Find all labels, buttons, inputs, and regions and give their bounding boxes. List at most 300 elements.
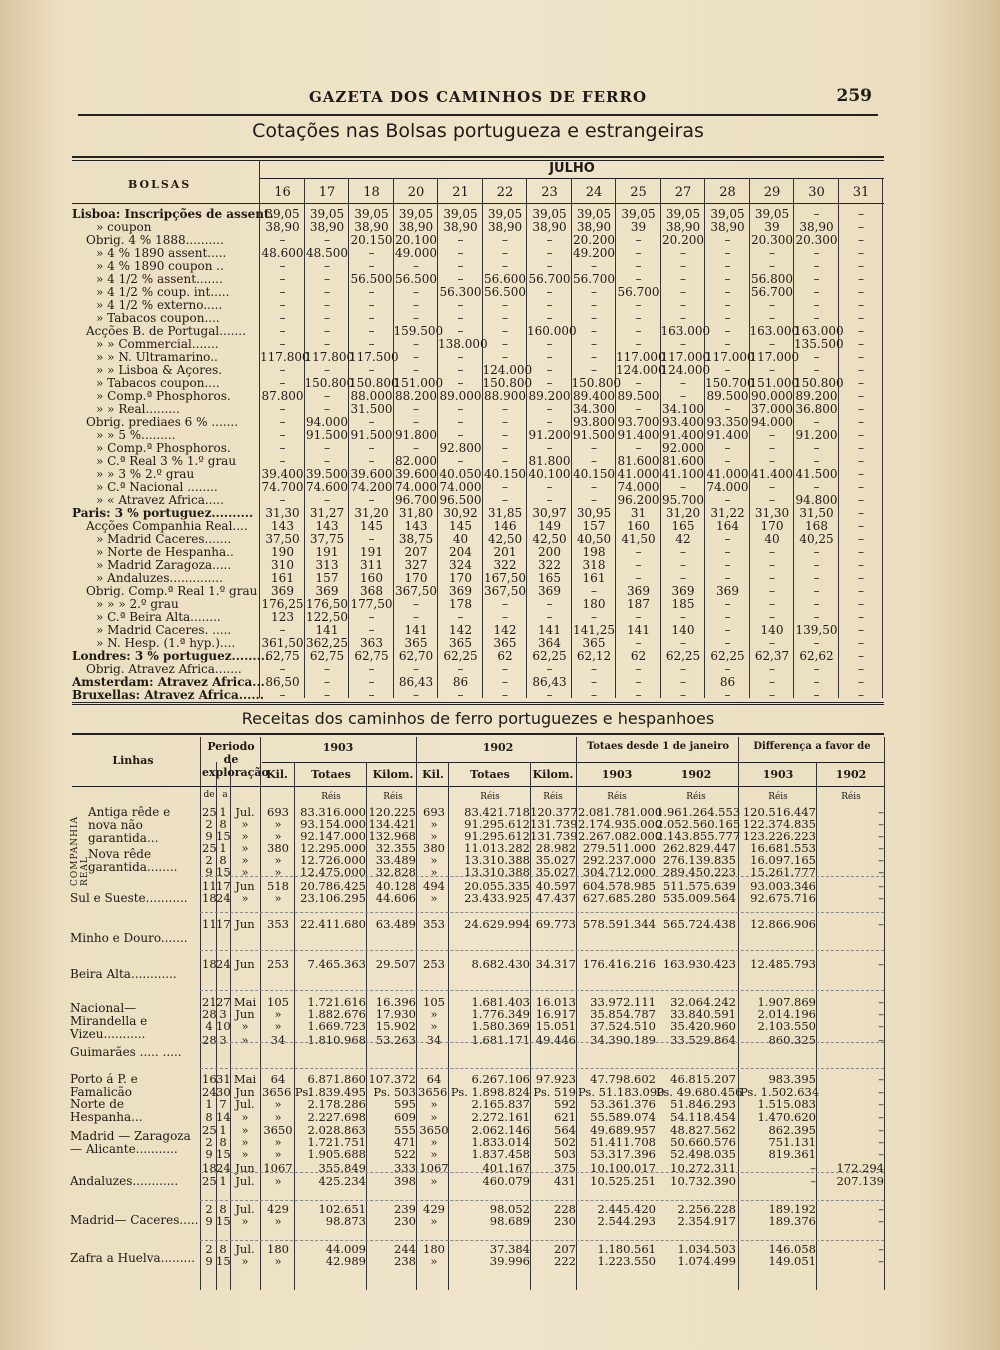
quote-value: – xyxy=(324,675,330,689)
quote-value: 160 xyxy=(627,519,650,533)
quote-value: – xyxy=(546,415,553,429)
quote-value: – xyxy=(502,402,508,416)
receipt-value: 3650 xyxy=(419,1123,449,1137)
railway-line-name: Porto á P. e Famalicão xyxy=(70,1072,138,1099)
quote-value: – xyxy=(279,402,286,416)
receipt-value: 9 xyxy=(205,1147,213,1161)
quote-value: – xyxy=(858,454,864,468)
quote-value: – xyxy=(769,688,775,702)
receipt-value: – xyxy=(878,1007,884,1021)
security-label: » Comp.ª Phosphoros. xyxy=(96,389,231,403)
quote-value: 40.150 xyxy=(573,467,615,481)
quote-value: – xyxy=(324,441,330,455)
quote-value: – xyxy=(858,441,864,455)
quote-value: 150.800 xyxy=(482,376,533,390)
quote-value: – xyxy=(457,428,464,442)
receipt-value: 14 xyxy=(216,1110,231,1124)
quote-value: – xyxy=(546,285,553,299)
quote-value: – xyxy=(769,259,775,273)
receipt-value: 12.485.793 xyxy=(750,957,816,971)
quote-value: – xyxy=(279,272,286,286)
quote-value: 49.000 xyxy=(395,246,437,260)
receipt-value: 24 xyxy=(216,957,231,971)
quote-value: – xyxy=(724,337,731,351)
quote-value: 39,05 xyxy=(621,207,656,221)
receipt-value: 122.374.835 xyxy=(742,817,816,831)
quote-value: – xyxy=(858,311,864,325)
railway-line-name: Sul e Sueste........... xyxy=(70,891,188,905)
quote-value: – xyxy=(858,415,864,429)
receipt-value: – xyxy=(878,1254,884,1268)
quote-value: – xyxy=(279,376,286,390)
quote-value: 150.700 xyxy=(705,376,755,390)
quote-value: 176,50 xyxy=(306,597,348,611)
quote-value: 41,50 xyxy=(621,532,656,546)
receipt-value: 44.009 xyxy=(325,1242,366,1256)
quote-value: – xyxy=(546,441,553,455)
quote-value: – xyxy=(457,454,464,468)
receipt-value: 34 xyxy=(270,1033,286,1047)
receipt-value: » xyxy=(430,1254,438,1268)
receipt-value: » xyxy=(430,865,438,879)
quote-value: – xyxy=(324,259,330,273)
quote-value: – xyxy=(546,688,553,702)
quote-value: 48.600 xyxy=(261,246,304,260)
quote-row xyxy=(72,208,884,221)
quote-value: 365 xyxy=(449,636,472,650)
receipt-value: 2 xyxy=(205,817,213,831)
receipt-value: 16 xyxy=(202,1072,217,1086)
receipt-value: 25 xyxy=(202,1123,217,1137)
quote-value: – xyxy=(591,363,597,377)
receipt-value: 262.829.447 xyxy=(662,841,736,855)
a-label: a xyxy=(222,790,228,800)
quote-value: 56.700 xyxy=(573,272,615,286)
quote-row xyxy=(72,416,884,429)
receipt-value: 7.465.363 xyxy=(307,957,366,971)
quote-value: – xyxy=(813,207,820,221)
receipt-value: 1.515.083 xyxy=(757,1097,816,1111)
receipt-value: 230 xyxy=(554,1214,576,1228)
quote-value: – xyxy=(680,259,686,273)
receipt-value: 494 xyxy=(423,879,445,893)
receipt-value: 276.139.835 xyxy=(662,853,736,867)
receipt-value: 24 xyxy=(202,1085,217,1099)
reis-label: Réis xyxy=(841,792,861,802)
receipt-value: 1 xyxy=(219,805,227,819)
quote-value: 311 xyxy=(360,558,383,572)
receipt-value: 64 xyxy=(426,1072,442,1086)
day-header: 24 xyxy=(585,185,603,200)
quote-value: – xyxy=(858,649,864,663)
receipt-value: 1.223.550 xyxy=(597,1254,656,1268)
receipt-value: 10.525.251 xyxy=(590,1174,656,1188)
receipt-value: 9 xyxy=(205,1254,213,1268)
receipt-value: 207.139 xyxy=(836,1174,884,1188)
receipt-value: 2.028.863 xyxy=(307,1123,366,1137)
quote-value: 40 xyxy=(764,532,780,546)
quote-value: – xyxy=(457,272,464,286)
receipt-value: » xyxy=(274,1019,282,1033)
quote-value: – xyxy=(858,272,864,286)
col-periodo: Periodo de exploração xyxy=(202,740,269,779)
quote-value: 62,12 xyxy=(576,649,612,663)
quote-value: – xyxy=(858,480,864,494)
quote-value: 40,25 xyxy=(799,532,834,546)
security-label: » » Real......... xyxy=(96,402,180,416)
quote-value: 200 xyxy=(538,545,561,559)
quote-value: – xyxy=(279,688,286,702)
receipt-value: 33.489 xyxy=(375,853,416,867)
quote-value: 30,97 xyxy=(532,506,567,520)
receipt-value: 32.828 xyxy=(375,865,416,879)
receipt-value: 28.982 xyxy=(535,841,576,855)
quote-value: 145 xyxy=(360,519,383,533)
quote-value: – xyxy=(279,363,286,377)
quote-value: – xyxy=(769,597,775,611)
receipt-value: » xyxy=(274,1254,282,1268)
quote-value: – xyxy=(279,298,286,312)
receipt-value: 355.849 xyxy=(318,1161,366,1175)
receipt-value: 92.675.716 xyxy=(750,891,816,905)
quote-value: – xyxy=(368,688,375,702)
receipt-value: – xyxy=(810,1174,816,1188)
quote-value: 42 xyxy=(675,532,691,546)
quote-value: – xyxy=(546,662,553,676)
quote-value: – xyxy=(368,285,375,299)
receipt-value: 37.384 xyxy=(489,1242,530,1256)
quote-value: – xyxy=(680,688,686,702)
quote-value: 142 xyxy=(449,623,472,637)
quote-value: 38,90 xyxy=(443,220,478,234)
receipt-value: 9 xyxy=(205,829,213,843)
page-header xyxy=(78,86,878,116)
quote-value: – xyxy=(324,233,330,247)
quote-value: 56.500 xyxy=(484,285,526,299)
quote-value: 204 xyxy=(449,545,472,559)
rule xyxy=(72,702,884,705)
receipt-value: » xyxy=(274,1135,282,1149)
receipt-value: » xyxy=(430,853,438,867)
receipt-value: 471 xyxy=(394,1135,416,1149)
quote-value: 31 xyxy=(630,506,647,520)
quote-value: 89.000 xyxy=(439,389,482,403)
receipt-value: 28 xyxy=(202,1007,217,1021)
receipt-value: 33.840.591 xyxy=(670,1007,736,1021)
receipt-value: » xyxy=(274,1007,282,1021)
quote-value: 170 xyxy=(404,571,428,585)
quote-value: – xyxy=(635,311,642,325)
quote-value: – xyxy=(813,350,820,364)
quote-value: – xyxy=(858,571,864,585)
quote-value: – xyxy=(413,285,419,299)
receipt-value: 1.833.014 xyxy=(471,1135,530,1149)
quote-value: – xyxy=(635,662,642,676)
receipt-value: 131.739 xyxy=(530,829,578,843)
quote-value: – xyxy=(635,272,642,286)
receipt-value: 1.776.349 xyxy=(471,1007,530,1021)
quote-value: 140 xyxy=(760,623,784,637)
quote-value: – xyxy=(813,480,820,494)
quote-value: 91.500 xyxy=(350,428,393,442)
receipt-value: » xyxy=(274,817,282,831)
receipt-value: 35.027 xyxy=(535,865,576,879)
quote-value: – xyxy=(813,454,820,468)
quote-value: 141 xyxy=(315,623,339,637)
security-label: » Andaluzes.............. xyxy=(96,571,223,585)
receipt-value: 1.721.616 xyxy=(307,995,366,1009)
quote-value: 178 xyxy=(449,597,472,611)
receipt-value: 6.871.860 xyxy=(307,1072,366,1086)
quote-value: – xyxy=(769,454,775,468)
quote-value: – xyxy=(591,285,597,299)
quote-value: – xyxy=(858,246,864,260)
quote-value: – xyxy=(413,662,419,676)
quote-value: 369 xyxy=(716,584,739,598)
receipt-value: 98.052 xyxy=(489,1202,530,1216)
receipt-value: Jun xyxy=(235,1085,255,1099)
quote-value: 91.400 xyxy=(662,428,704,442)
quote-value: 40,50 xyxy=(576,532,612,546)
quote-value: – xyxy=(368,454,375,468)
quote-value: 368 xyxy=(360,584,383,598)
receipt-value: 91.295.612 xyxy=(464,829,530,843)
receipt-value: » xyxy=(274,891,282,905)
receipt-value: 230 xyxy=(394,1214,416,1228)
reis-label: Réis xyxy=(768,792,788,802)
receipt-value: 1.905.688 xyxy=(307,1147,366,1161)
quote-value: – xyxy=(502,597,508,611)
quote-value: – xyxy=(724,545,731,559)
quote-value: – xyxy=(769,662,775,676)
quote-value: – xyxy=(546,480,553,494)
day-header: 23 xyxy=(541,185,558,200)
receipt-value: – xyxy=(878,1110,884,1124)
quote-value: – xyxy=(724,571,731,585)
quote-value: – xyxy=(502,415,508,429)
quote-value: 62 xyxy=(497,649,513,663)
receipt-value: » xyxy=(430,817,438,831)
quote-value: 146 xyxy=(493,519,517,533)
receipt-value: 1.074.499 xyxy=(677,1254,736,1268)
quote-value: – xyxy=(413,610,419,624)
receipt-value: 189.192 xyxy=(768,1202,816,1216)
quote-value: 62,25 xyxy=(665,649,701,663)
quote-value: – xyxy=(546,493,553,507)
quote-value: – xyxy=(813,675,820,689)
quote-value: 150.800 xyxy=(349,376,399,390)
quote-value: 39 xyxy=(630,220,647,234)
reis-label: Réis xyxy=(480,792,500,802)
quote-value: 56.700 xyxy=(528,272,571,286)
receipt-value: 2 xyxy=(205,1202,213,1216)
day-header: 17 xyxy=(318,185,336,200)
quote-value: 124.000 xyxy=(616,363,666,377)
receipt-value: 35.854.787 xyxy=(590,1007,656,1021)
receipt-value: » xyxy=(241,1254,249,1268)
quotations-top-rule xyxy=(72,156,884,158)
receipt-value: » xyxy=(430,1214,438,1228)
receipt-value: 23.106.295 xyxy=(300,891,366,905)
receipt-value: Ps. 519 xyxy=(533,1085,576,1099)
quote-value: 90.000 xyxy=(751,389,793,403)
security-label: » » 5 %......... xyxy=(96,428,176,442)
quote-value: – xyxy=(324,337,330,351)
receipt-value: 304.712.000 xyxy=(582,865,656,879)
receipt-value: 24 xyxy=(216,1161,231,1175)
quote-value: – xyxy=(813,259,820,273)
security-label: » N. Hesp. (1.ª hyp.).... xyxy=(96,636,236,650)
quote-value: 327 xyxy=(404,558,428,572)
quote-value: 48.500 xyxy=(306,246,348,260)
receipt-value: 18 xyxy=(202,1161,217,1175)
security-label: » 4 % 1890 coupon .. xyxy=(96,259,224,273)
quote-value: 91.500 xyxy=(306,428,348,442)
quote-value: – xyxy=(502,259,508,273)
quote-value: – xyxy=(279,493,286,507)
quote-value: 362,25 xyxy=(306,636,348,650)
quote-value: 310 xyxy=(271,558,294,572)
quote-value: 141 xyxy=(538,623,561,637)
sub-kilom: Kilom. xyxy=(532,768,574,781)
rule xyxy=(262,762,884,763)
receipt-value: 107.372 xyxy=(368,1072,416,1086)
quote-value: 86,50 xyxy=(265,675,300,689)
quote-value: – xyxy=(413,350,419,364)
quote-value: 86,43 xyxy=(398,675,434,689)
railway-line-name: Nova rêde garantida........ xyxy=(88,847,178,874)
quote-value: – xyxy=(324,454,330,468)
quote-value: 62,37 xyxy=(754,649,790,663)
receipt-value: 91.295.612 xyxy=(464,817,530,831)
quote-value: – xyxy=(724,597,731,611)
receipt-value: » xyxy=(241,1019,249,1033)
quote-value: 91.200 xyxy=(795,428,838,442)
quote-value: – xyxy=(858,493,864,507)
receipt-value: » xyxy=(241,841,249,855)
quote-value: – xyxy=(457,259,464,273)
quote-value: – xyxy=(368,675,375,689)
quote-value: – xyxy=(591,662,597,676)
quote-value: 39.600 xyxy=(395,467,437,481)
quote-value: 31,50 xyxy=(799,506,834,520)
quote-value: – xyxy=(413,597,419,611)
receipt-value: 53.263 xyxy=(375,1033,416,1047)
receipt-value: 54.118.454 xyxy=(670,1110,736,1124)
quote-value: – xyxy=(680,376,686,390)
receipt-value: – xyxy=(810,1161,816,1175)
quote-value: – xyxy=(502,350,508,364)
security-label: » » N. Ultramarino.. xyxy=(96,350,218,364)
quote-value: – xyxy=(546,363,553,377)
quote-value: 88.000 xyxy=(350,389,393,403)
quote-value: 31,30 xyxy=(754,506,790,520)
receipt-value: » xyxy=(274,829,282,843)
quote-value: 31.500 xyxy=(350,402,393,416)
receipt-value: 7 xyxy=(219,1097,227,1111)
quote-value: 74.000 xyxy=(395,480,437,494)
receipt-value: 1.721.751 xyxy=(307,1135,366,1149)
quote-value: 38,90 xyxy=(665,220,701,234)
receipt-value: 2.256.228 xyxy=(677,1202,736,1216)
receipt-value: 8.682.430 xyxy=(471,957,530,971)
quote-value: 117.000 xyxy=(660,350,711,364)
quote-value: – xyxy=(324,324,330,338)
railway-line-name: Madrid— Caceres..... xyxy=(70,1213,199,1227)
receipt-value: 48.827.562 xyxy=(670,1123,736,1137)
quote-value: – xyxy=(635,337,642,351)
sub-totaes: Totaes xyxy=(311,768,351,781)
receipt-value: 11 xyxy=(202,917,217,931)
day-header: 25 xyxy=(630,185,647,200)
railway-line-name: Beira Alta............ xyxy=(70,967,177,981)
quote-value: – xyxy=(591,324,597,338)
receipt-value: 609 xyxy=(394,1110,416,1124)
sub-1902: 1902 xyxy=(680,768,712,781)
receipt-value: 25 xyxy=(202,1174,217,1188)
quote-value: 39,05 xyxy=(576,207,612,221)
receipt-value: 189.376 xyxy=(768,1214,816,1228)
quote-value: – xyxy=(457,311,464,325)
quote-value: 39.500 xyxy=(306,467,348,481)
receipt-value: 431 xyxy=(554,1174,576,1188)
quote-value: – xyxy=(279,623,286,637)
quote-value: 324 xyxy=(449,558,472,572)
receipt-value: 503 xyxy=(554,1147,576,1161)
quote-value: – xyxy=(858,285,864,299)
quote-value: 74.000 xyxy=(617,480,660,494)
security-label: » 4 1/2 % assent....... xyxy=(96,272,223,286)
col-totaes-desde: Totaes desde 1 de janeiro xyxy=(586,741,730,752)
quote-value: 369 xyxy=(315,584,339,598)
receipt-value: 3 xyxy=(219,1033,227,1047)
receipt-value: 3656 Ps. xyxy=(418,1085,468,1099)
receipt-value: » xyxy=(274,1174,282,1188)
quote-value: 89.500 xyxy=(706,389,749,403)
railway-line-name: Minho e Douro....... xyxy=(70,931,188,945)
receipt-value: » xyxy=(241,1147,249,1161)
quote-value: 159.500 xyxy=(393,324,444,338)
receipt-value: 49.689.957 xyxy=(590,1123,656,1137)
quote-value: – xyxy=(858,389,864,403)
receipt-value: 1.907.869 xyxy=(757,995,816,1009)
receipt-value: 3 xyxy=(219,1007,227,1021)
receipt-value: 10 xyxy=(216,1019,231,1033)
quote-value: 149 xyxy=(538,519,561,533)
quote-value: 187 xyxy=(627,597,650,611)
quote-value: 30,92 xyxy=(443,506,478,520)
receipt-value: 3656 Ps. xyxy=(262,1085,312,1099)
quote-value: 163.000 xyxy=(749,324,800,338)
quote-value: – xyxy=(502,675,508,689)
quote-value: – xyxy=(769,584,775,598)
receipt-value: 401.167 xyxy=(482,1161,530,1175)
receipt-value: – xyxy=(878,841,884,855)
quote-value: – xyxy=(724,233,731,247)
receipt-value: – xyxy=(878,817,884,831)
receipt-value: 8 xyxy=(219,817,227,831)
receipt-value: 53.361.376 xyxy=(590,1097,656,1111)
quote-value: – xyxy=(769,337,775,351)
quote-value: 167,50 xyxy=(484,571,526,585)
receipt-value: 20.786.425 xyxy=(300,879,366,893)
quote-value: – xyxy=(591,584,597,598)
quote-value: – xyxy=(680,610,686,624)
quote-value: – xyxy=(279,311,286,325)
quote-value: – xyxy=(813,272,820,286)
group-rule xyxy=(200,1172,884,1173)
receipt-value: 1.837.458 xyxy=(471,1147,530,1161)
